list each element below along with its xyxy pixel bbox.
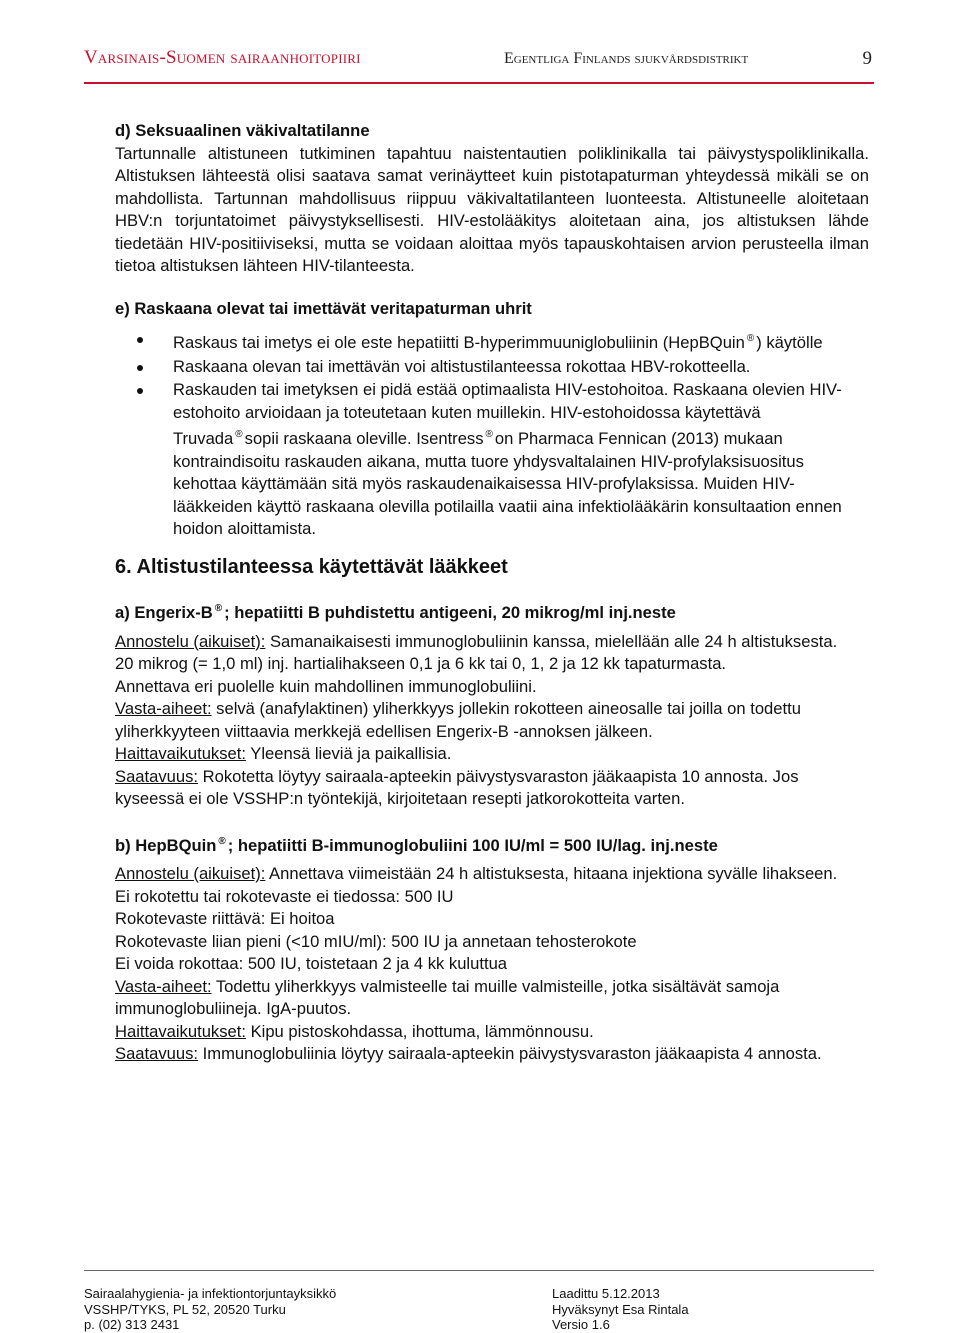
bullet-2-text: Raskaana olevan tai imettävän voi altistustilanteessa rokottaa HBV-rokotteella.: [173, 356, 751, 376]
footer-version: Versio 1.6: [552, 1317, 610, 1333]
drug-a-contraindications: Vasta-aiheet: selvä (anafylaktinen) yliherkkyys jollekin rokotteen aineosalle tai joilla on todettu yliherkkyyteen viittaavia merkkejä edellisen Engerix-B -annoksen jälkeen.: [115, 699, 801, 741]
org-name-finnish: Varsinais-Suomen sairaanhoitopiiri: [84, 47, 361, 68]
org-name-swedish: Egentliga Finlands sjukvårdsdistrikt: [504, 50, 749, 67]
footer-right: [552, 1286, 689, 1333]
page-header: [84, 47, 872, 77]
footer-approved: Hyväksynyt Esa Rintala: [552, 1301, 689, 1317]
bullet-3-text-a: Raskauden tai imetyksen ei pidä estää optimaalista HIV-estohoitoa. Raskaana olevien HIV-estohoito arvioidaan ja toteutetaan kuten muillekin. HIV-estohoidossa käytettävä Truvada: [173, 380, 842, 448]
drug-b-line-5: Ei voida rokottaa: 500 IU, toistetaan 2 ja 4 kk kuluttua: [115, 954, 508, 973]
bullet-3-text-b: sopii raskaana oleville. Isentress: [244, 429, 484, 448]
bullet-icon: [137, 365, 143, 371]
header-divider: [84, 82, 874, 84]
drug-b-dosage: Annostelu (aikuiset): Annettava viimeistään 24 h altistuksesta, hitaana injektiona syvälle lihakseen.: [115, 864, 838, 883]
drug-a-line-3: Annettava eri puolelle kuin mahdollinen immunoglobuliini.: [115, 676, 537, 696]
list-item: [115, 356, 869, 379]
bullet-icon: [137, 337, 143, 343]
drug-a-dosage: Annostelu (aikuiset): Samanaikaisesti immunoglobuliinin kanssa, mielellään alle 24 h altistuksesta.: [115, 631, 838, 651]
list-item: [115, 379, 869, 541]
section-d-body: Tartunnalle altistuneen tutkiminen tapahtuu naistentautien poliklinikalla tai päivystyspoliklinikalla. Altistuksen lähteestä olisi saatava samat verinäytteet kuin pistotapaturman yhteydessä mikäli se on mahdollista. Tartunnan mahdollisuus riippuu väkivaltatilanteen luonteesta. Altistuneelle aloitetaan HBV:n torjuntatoimet päivystyksellisesti. HIV-estolääkitys aloitetaan aina, jos altistuksen lähde tiedetään HIV-positiiviseksi, mutta se voidaan aloittaa myös tapauskohtaisen arvion perusteella ilman tietoa altistuksen lähteen HIV-tilanteesta.: [115, 143, 869, 275]
footer-left: [84, 1286, 336, 1333]
page-number: 9: [862, 48, 872, 69]
registered-mark: ®: [485, 429, 493, 440]
drug-a-availability: Saatavuus: Rokotetta löytyy sairaala-apteekin päivystysvaraston jääkaapista 10 annosta. Jos kyseessä ei ole VSSHP:n työntekijä, kirjoitetaan resepti jatkorokotteita varten.: [115, 766, 799, 808]
registered-mark: ®: [235, 429, 243, 440]
drug-a-title: a) Engerix-B ® ; hepatiitti B puhdistettu antigeeni, 20 mikrog/ml inj.neste: [115, 603, 676, 622]
drug-b-line-2: Ei rokotettu tai rokotevaste ei tiedossa: 500 IU: [115, 886, 454, 906]
drug-b-line-4: Rokotevaste liian pieni (<10 mIU/ml): 500 IU ja annetaan tehosterokote: [115, 931, 637, 951]
list-item: [115, 328, 869, 355]
footer-created: Laadittu 5.12.2013: [552, 1286, 660, 1301]
registered-mark: ®: [214, 603, 223, 614]
drug-a-side-effects: Haittavaikutukset: Yleensä lieviä ja paikallisia.: [115, 744, 452, 763]
drug-b-availability: Saatavuus: Immunoglobuliinia löytyy sairaala-apteekin päivystysvaraston jääkaapista 4 annosta.: [115, 1044, 822, 1063]
section-d-title: d) Seksuaalinen väkivaltatilanne: [115, 121, 370, 140]
drug-b-title: b) HepBQuin ® ; hepatiitti B-immunoglobuliini 100 IU/ml = 500 IU/lag. inj.neste: [115, 835, 718, 855]
document-body: [115, 120, 869, 1066]
bullet-1-text-b: ) käytölle: [756, 333, 823, 352]
section-e-list: [115, 328, 869, 541]
drug-a-line-2: 20 mikrog (= 1,0 ml) inj. hartialihakseen 0,1 ja 6 kk tai 0, 1, 2 ja 12 kk tapaturmasta.: [115, 654, 727, 673]
bullet-icon: [137, 388, 143, 394]
bullet-1-text-a: Raskaus tai imetys ei ole este hepatiitti B-hyperimmuuniglobuliinin (HepBQuin: [173, 333, 745, 352]
drug-b-side-effects: Haittavaikutukset: Kipu pistoskohdassa, ihottuma, lämmönnousu.: [115, 1021, 594, 1041]
footer-address: VSSHP/TYKS, PL 52, 20520 Turku: [84, 1301, 286, 1317]
footer-divider: [84, 1270, 874, 1271]
drug-b-line-3: Rokotevaste riittävä: Ei hoitoa: [115, 909, 335, 928]
drug-b-contraindications: Vasta-aiheet: Todettu yliherkkyys valmisteelle tai muille valmisteille, jotka sisältävät samoja immunoglobuliineja. IgA-puutos.: [115, 976, 780, 1018]
footer-unit: Sairaalahygienia- ja infektiontorjuntayksikkö: [84, 1286, 337, 1301]
registered-mark: ®: [218, 835, 226, 847]
registered-mark: ®: [746, 333, 755, 344]
section-e-title: e) Raskaana olevat tai imettävät veritapaturman uhrit: [115, 298, 532, 318]
bullet-3-text-c: on Pharmaca Fennican (2013) mukaan kontraindisoitu raskauden aikana, mutta tuore yhdysvaltalainen HIV-profylaksisuositus kehottaa käyttämään sitä myös raskaudenaikaisessa HIV-profylaksissa. Muiden HIV-lääkkeiden käyttö raskaana olevilla potilailla vaatii aina infektiolääkärin konsultaation ennen hoidon aloittamista.: [173, 429, 842, 538]
footer-phone: p. (02) 313 2431: [84, 1317, 180, 1333]
chapter-6-title: 6. Altistustilanteessa käytettävät lääkkeet: [115, 555, 508, 578]
